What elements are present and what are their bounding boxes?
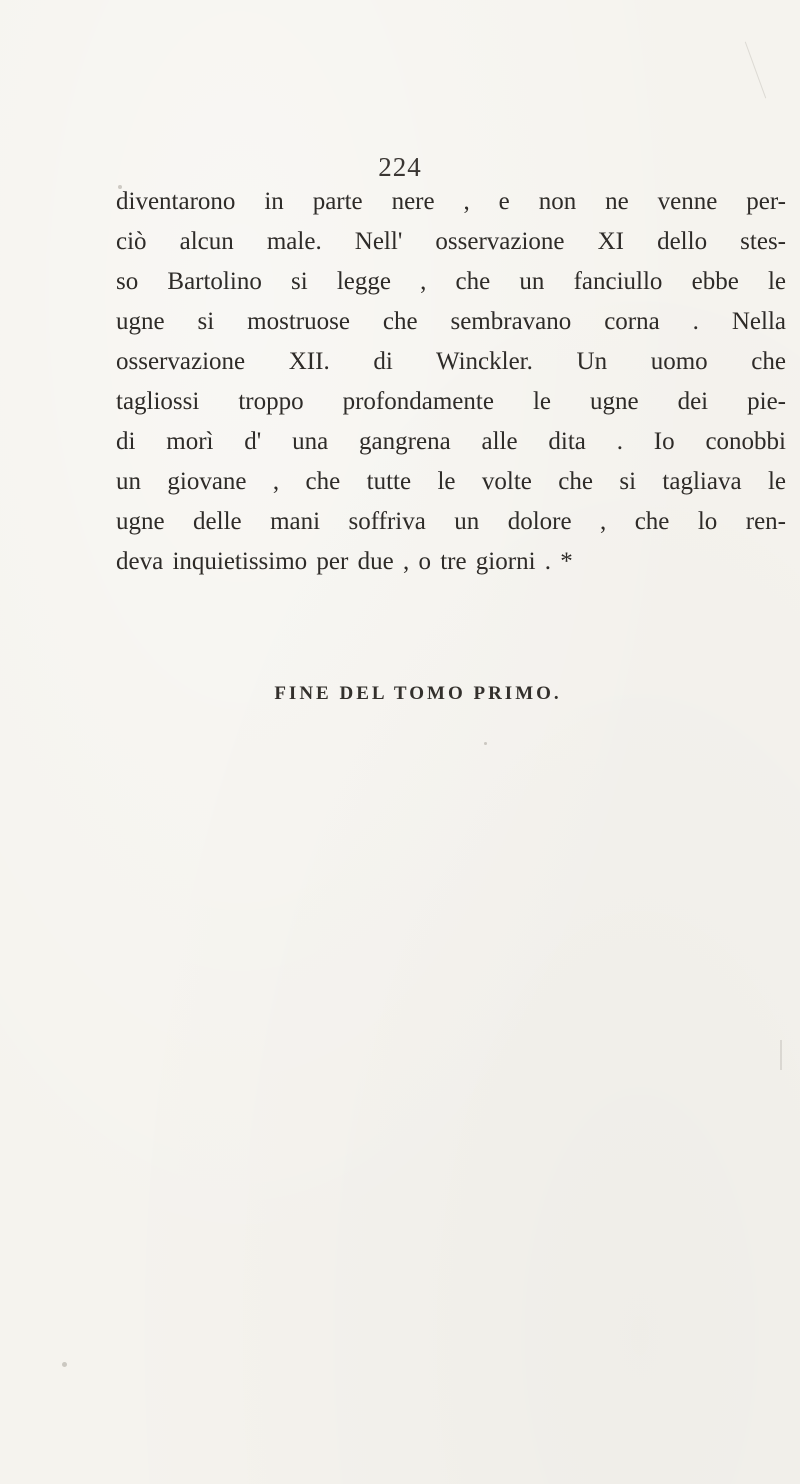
text-line: ugne si mostruose che sembravano corna . Nella	[116, 308, 786, 335]
paper-speck	[118, 185, 122, 189]
text-line: ugne delle mani soffriva un dolore , che lo ren-	[116, 508, 786, 535]
text-line: osservazione XII. di Winckler. Un uomo che	[116, 348, 786, 375]
paper-scratch	[745, 42, 766, 99]
paper-speck	[484, 742, 487, 745]
end-of-volume-title: FINE DEL TOMO PRIMO.	[274, 683, 562, 704]
body-paragraph	[116, 182, 786, 582]
text-line-last: deva inquietissimo per due , o tre giorni . *	[116, 548, 573, 575]
text-line: tagliossi troppo profondamente le ugne dei pie-	[116, 388, 786, 415]
text-line: di morì d' una gangrena alle dita . Io conobbi	[116, 428, 786, 455]
paper-scratch	[780, 1040, 782, 1070]
paper-speck	[62, 1362, 67, 1367]
text-line: diventarono in parte nere , e non ne venne per-	[116, 188, 786, 215]
text-line: so Bartolino si legge , che un fanciullo ebbe le	[116, 268, 786, 295]
text-line: un giovane , che tutte le volte che si tagliava le	[116, 468, 786, 495]
text-line: ciò alcun male. Nell' osservazione XI dello stes-	[116, 228, 786, 255]
page-number: 224	[378, 152, 422, 182]
